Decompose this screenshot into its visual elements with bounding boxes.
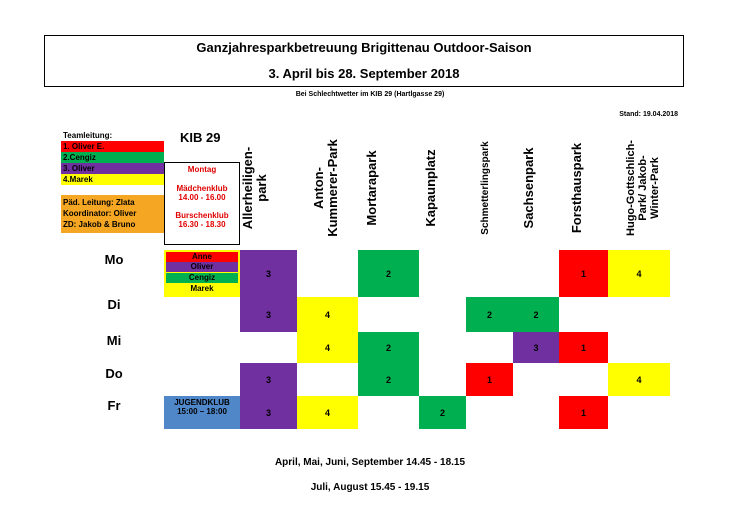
park-column-header: Forsthauspark [569,142,584,234]
team-heading: Teamleitung: [63,131,113,140]
park-column-header: Anton- Kummerer-Park [311,139,340,237]
schedule-cell: 3 [240,250,297,297]
jugendklub-time: 15:00 – 18:00 [177,407,227,416]
page-title: Ganzjahresparkbetreuung Brigittenau Outdoor-Saison [196,40,532,55]
date-range: 3. April bis 28. September 2018 [268,66,460,81]
schedule-cell: 2 [358,250,419,297]
schedule-cell: 4 [297,396,358,429]
team-member: 4.Marek [61,174,164,185]
kib-title: KIB 29 [180,130,221,145]
info-line: ZD: Jakob & Bruno [63,220,136,229]
stand-date: Stand: 19.04.2018 [619,111,678,118]
club1-time: 14.00 - 16.00 [178,193,226,202]
club2-time: 16.30 - 18.30 [178,220,226,229]
schedule-cell: 3 [240,396,297,429]
jugendklub-name: JUGENDKLUB [174,398,230,407]
schedule-cell: 1 [559,250,608,297]
park-column-header: Hugo-Gottschlich- Park/ Jakob- Winter-Park [625,140,661,236]
schedule-cell: 1 [559,332,608,363]
team-member: 2.Cengiz [61,152,164,163]
schedule-cell: 2 [358,363,419,396]
day-label: Fr [107,398,121,413]
park-column-header: Kapaunplatz [423,149,438,227]
park-column-header: Schmetterlingspark [479,141,491,235]
park-column-header: Allerheiligen- park [240,146,269,230]
day-label: Di [107,297,121,312]
jugendklub-box [164,396,240,429]
schedule-cell: 2 [513,297,559,332]
schedule-cell: 3 [240,297,297,332]
footer-times-1: April, Mai, Juni, September 14.45 - 18.15 [274,457,466,468]
schedule-cell: 4 [297,297,358,332]
info-line: Päd. Leitung: Zlata [63,198,135,207]
club-box [164,162,240,245]
staff-item: Cengiz [166,273,238,283]
team-member: 3. Oliver [61,163,164,174]
info-line: Koordinator: Oliver [63,209,137,218]
schedule-cell: 2 [419,396,466,429]
schedule-cell: 1 [559,396,608,429]
day-label: Do [105,366,123,381]
bad-weather-note: Bei Schlechtwetter im KIB 29 (Hartlgasse 29) [295,91,445,98]
club2-name: Burschenklub [175,211,229,220]
park-column-header: Sachsenpark [521,147,536,229]
schedule-cell: 2 [466,297,513,332]
day-label: Mi [106,333,122,348]
schedule-cell: 4 [608,250,670,297]
staff-item: Oliver [166,262,238,272]
club1-name: Mädchenklub [176,184,228,193]
park-column-header: Mortarapark [364,150,379,226]
schedule-cell: 3 [513,332,559,363]
schedule-cell: 4 [297,332,358,363]
info-box [61,195,164,233]
team-member: 1. Oliver E. [61,141,164,152]
schedule-cell: 3 [240,363,297,396]
schedule-cell: 4 [608,363,670,396]
schedule-cell: 1 [466,363,513,396]
footer-times-2: Juli, August 15.45 - 19.15 [310,482,430,493]
title-box [44,35,684,87]
day-label: Mo [104,252,124,267]
schedule-cell: 2 [358,332,419,363]
staff-item: Anne [166,252,238,262]
staff-item: Marek [166,284,238,294]
club-day: Montag [187,165,217,174]
